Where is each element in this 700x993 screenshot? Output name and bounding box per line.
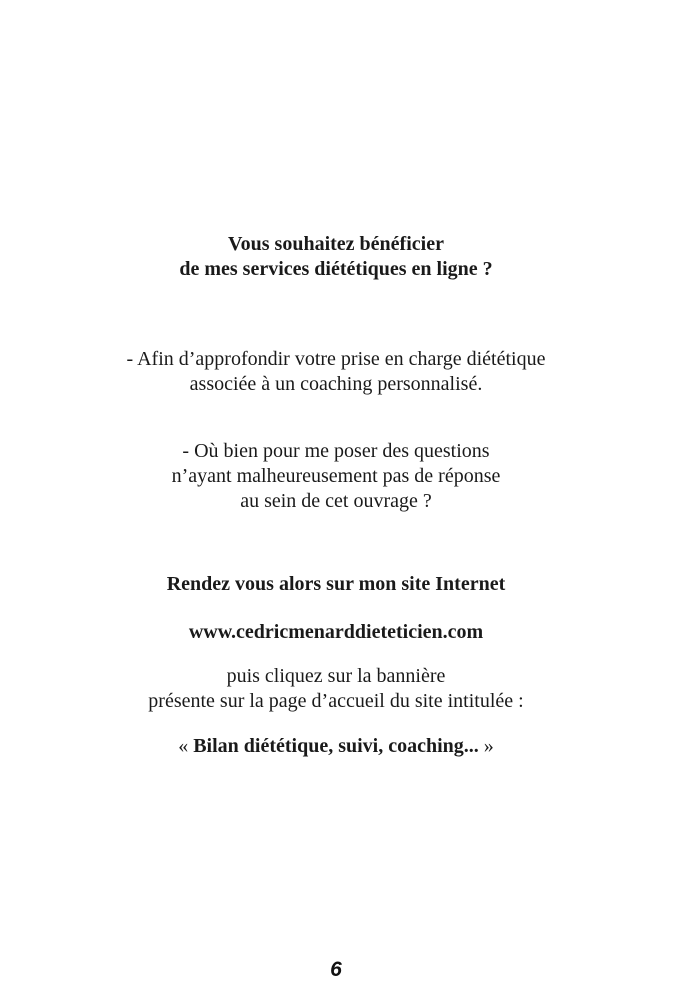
heading-line-1: Vous souhaitez bénéficier xyxy=(228,233,444,255)
website-url-text: www.cedricmenarddieteticien.com xyxy=(188,621,484,643)
website-url xyxy=(0,620,672,645)
paragraph-questions-line-2: n’ayant malheureusement pas de réponse xyxy=(171,465,501,487)
paragraph-coaching-line-1: - Afin d’approfondir votre prise en charge diététique xyxy=(126,348,546,370)
banner-title-line xyxy=(0,734,672,759)
paragraph-questions xyxy=(0,439,672,514)
call-to-action-text: Rendez vous alors sur mon site Internet xyxy=(166,573,506,595)
banner-title-text: Bilan diététique, suivi, coaching... xyxy=(193,735,479,757)
paragraph-questions-line-1: - Où bien pour me poser des questions xyxy=(182,440,490,462)
page-number: 6 xyxy=(330,958,342,981)
instructions-line-1: puis cliquez sur la bannière xyxy=(226,665,446,687)
close-quote: » xyxy=(483,735,494,757)
paragraph-coaching-line-2: associée à un coaching personnalisé. xyxy=(189,373,483,395)
page-heading xyxy=(0,232,672,282)
banner-title xyxy=(0,734,672,759)
heading-line-2: de mes services diététiques en ligne ? xyxy=(179,258,493,280)
instructions xyxy=(0,664,672,714)
instructions-line-2: présente sur la page d’accueil du site intitulée : xyxy=(148,690,524,712)
call-to-action xyxy=(0,572,672,597)
open-quote: « xyxy=(178,735,189,757)
paragraph-questions-line-3: au sein de cet ouvrage ? xyxy=(240,490,432,512)
paragraph-coaching xyxy=(0,347,672,397)
